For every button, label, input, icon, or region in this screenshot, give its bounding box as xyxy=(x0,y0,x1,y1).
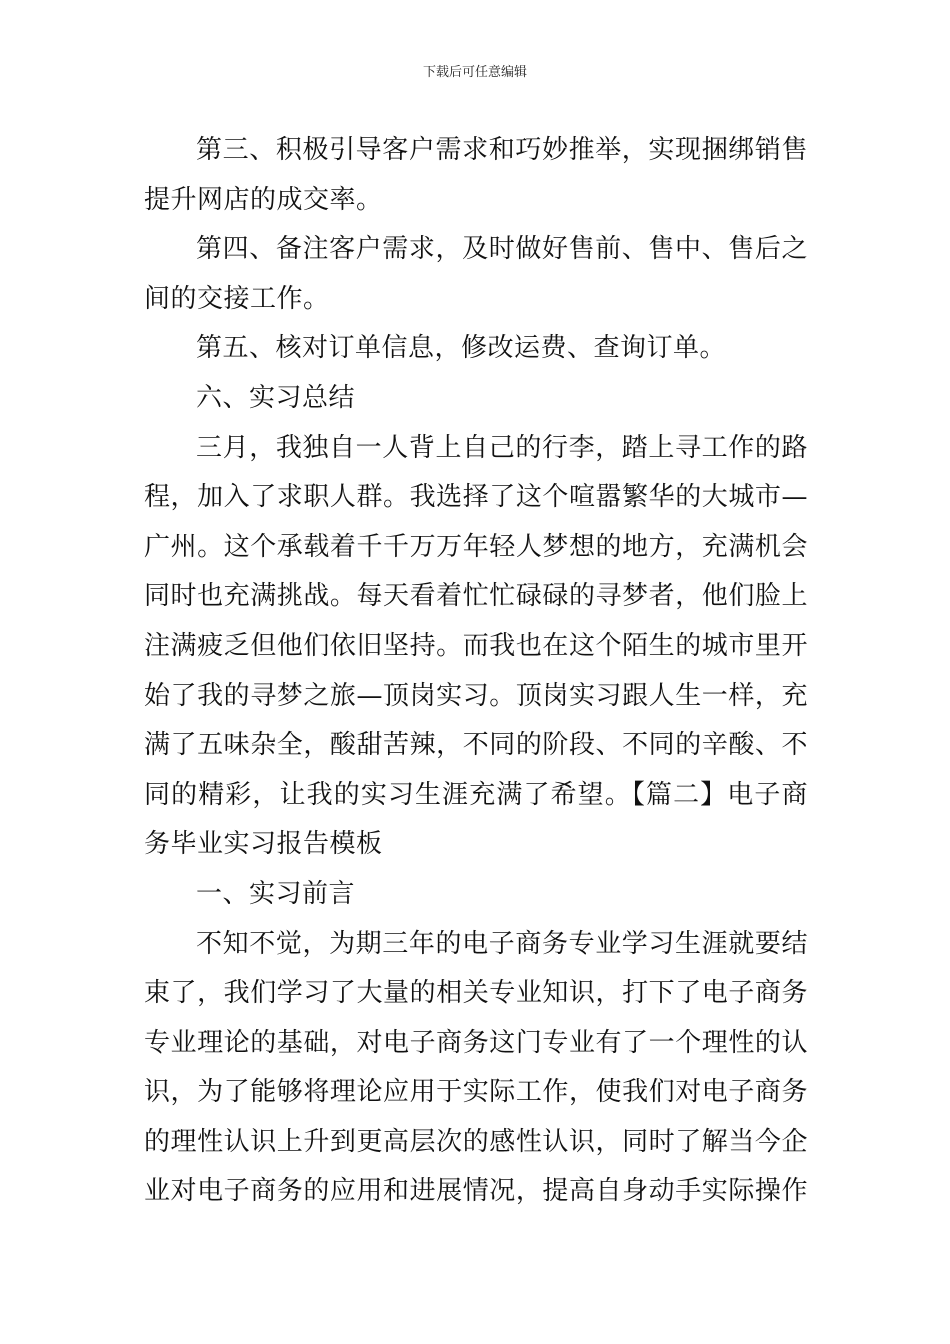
text-line: 的理性认识上升到更高层次的感性认识，同时了解当今企 xyxy=(144,1126,808,1157)
text-line: 三月，我独自一人背上自己的行李，踏上寻工作的路 xyxy=(196,432,808,463)
text-line: 专业理论的基础，对电子商务这门专业有了一个理性的认 xyxy=(144,1027,808,1058)
page-header: 下载后可任意编辑 xyxy=(422,65,527,80)
text-line: 束了，我们学习了大量的相关专业知识，打下了电子商务 xyxy=(144,978,808,1009)
text-line: 第五、核对订单信息，修改运费、查询订单。 xyxy=(196,333,727,364)
section-heading: 一、实习前言 xyxy=(196,878,356,909)
text-line: 识，为了能够将理论应用于实际工作，使我们对电子商务 xyxy=(144,1077,808,1108)
text-line: 同时也充满挑战。每天看着忙忙碌碌的寻梦者，他们脸上 xyxy=(144,581,808,612)
text-line: 注满疲乏但他们依旧坚持。而我也在这个陌生的城市里开 xyxy=(144,630,808,661)
text-line: 同的精彩，让我的实习生涯充满了希望。【篇二】电子商 xyxy=(144,779,808,810)
text-line: 满了五味杂全，酸甜苦辣，不同的阶段、不同的辛酸、不 xyxy=(144,730,808,761)
text-line: 广州。这个承载着千千万万年轻人梦想的地方，充满机会 xyxy=(144,531,808,562)
text-line: 程，加入了求职人群。我选择了这个喧嚣繁华的大城市— xyxy=(144,482,808,513)
text-line: 第四、备注客户需求，及时做好售前、售中、售后之 xyxy=(196,234,808,265)
text-line: 提升网店的成交率。 xyxy=(144,184,383,215)
text-line: 业对电子商务的应用和进展情况，提高自身动手实际操作 xyxy=(144,1176,808,1207)
text-line: 务毕业实习报告模板 xyxy=(144,829,383,860)
text-line: 间的交接工作。 xyxy=(144,283,330,314)
text-line: 不知不觉，为期三年的电子商务专业学习生涯就要结 xyxy=(196,928,808,959)
section-heading: 六、实习总结 xyxy=(196,382,356,413)
text-line: 始了我的寻梦之旅—顶岗实习。顶岗实习跟人生一样，充 xyxy=(144,680,808,711)
document-body xyxy=(144,126,808,1217)
text-line: 第三、积极引导客户需求和巧妙推举，实现捆绑销售 xyxy=(196,135,808,165)
